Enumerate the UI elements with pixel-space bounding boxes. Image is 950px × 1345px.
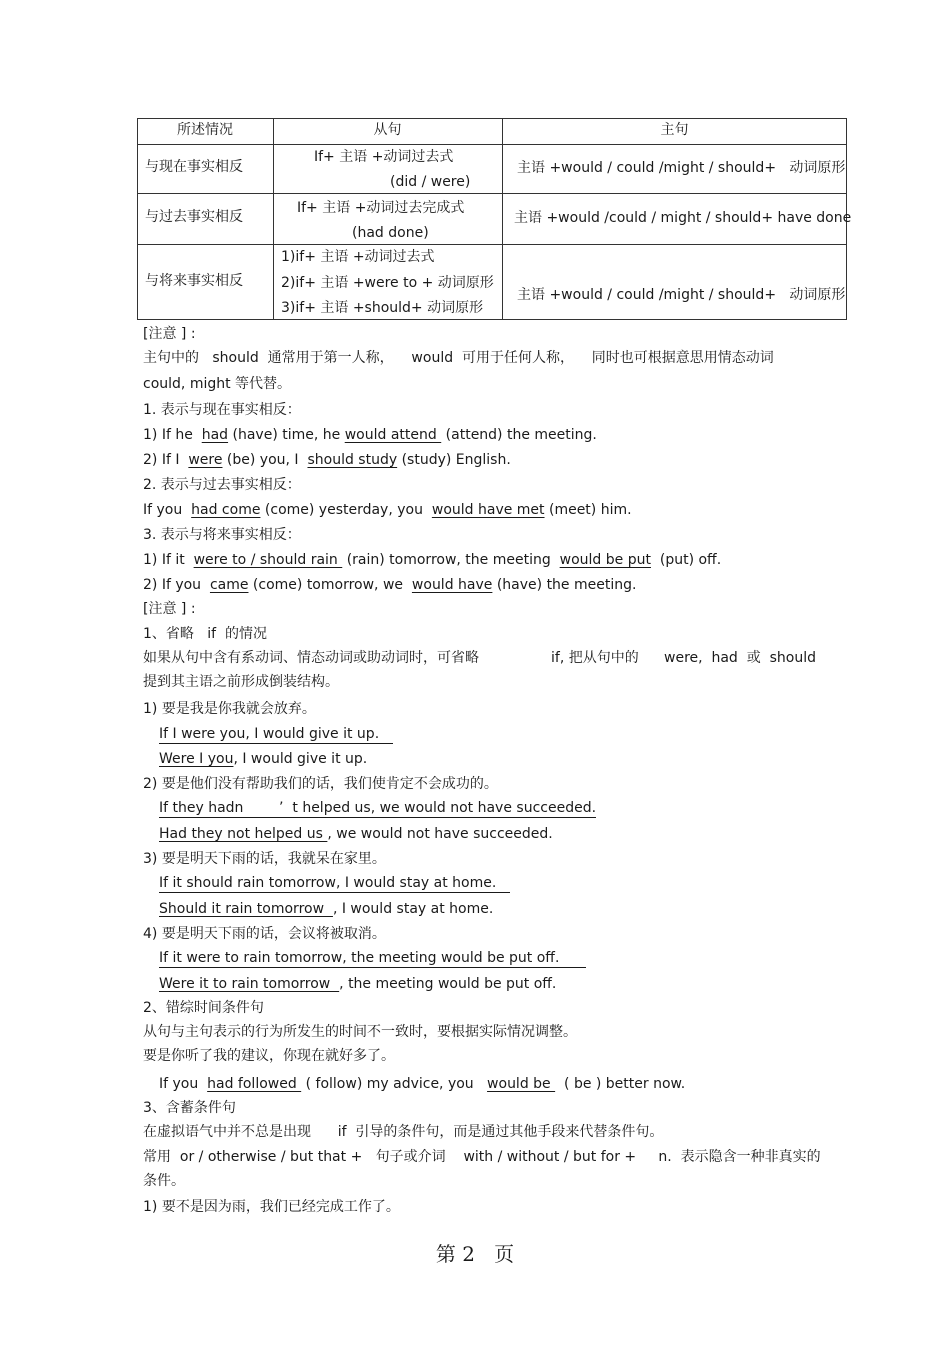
answer: would be put <box>559 552 651 568</box>
note-label: [注意 ] : <box>143 601 196 617</box>
note-text: could, might 等代替。 <box>143 376 292 392</box>
table-cell-clause: 1)if+ 主语 +动词过去式 <box>281 249 435 265</box>
example-sentence: 1) If it were to / should rain (rain) tomorrow, the meeting would be put (put) off. <box>143 552 722 568</box>
conditional-table <box>137 118 852 320</box>
example-sentence <box>159 801 596 818</box>
answer: If it should rain tomorrow, I would stay at home. <box>159 875 510 891</box>
example-chinese: 要是你听了我的建议，你现在就好多了。 <box>143 1048 395 1064</box>
answer: should study <box>307 452 398 468</box>
section-heading: 3. 表示与将来事实相反： <box>143 527 301 543</box>
answer: were to / should rain <box>193 552 343 568</box>
answer: had followed <box>207 1076 302 1092</box>
table-cell-clause: (had done) <box>352 225 429 241</box>
paragraph-text: 在虚拟语气中并不总是出现 if 引导的条件句，而是通过其他手段来代替条件句。 <box>143 1124 664 1140</box>
example-sentence: If you had come (come) yesterday, you would have met (meet) him. <box>143 502 632 518</box>
table-border <box>137 144 847 145</box>
example-sentence: 1) If he had (have) time, he would attend (attend) the meeting. <box>143 427 597 443</box>
example-sentence <box>159 727 393 744</box>
table-cell-situation: 与将来事实相反 <box>145 273 243 289</box>
table-header-clause: 从句 <box>373 122 402 138</box>
example-sentence <box>159 951 586 968</box>
paragraph-text: 提到其主语之前形成倒装结构。 <box>143 674 339 690</box>
example-sentence: If you had followed ( follow) my advice, you would be ( be ) better now. <box>159 1076 686 1092</box>
subsection-heading: 3、含蓄条件句 <box>143 1100 236 1116</box>
page-number: 第 2 页 <box>435 1242 515 1266</box>
example-sentence: Were I you, I would give it up. <box>159 751 368 767</box>
table-border <box>137 193 847 194</box>
paragraph-text: 条件。 <box>143 1173 185 1189</box>
table-cell-clause: If+ 主语 +动词过去完成式 <box>297 200 465 216</box>
answer: would be <box>487 1076 556 1092</box>
answer: Were I you <box>159 751 234 767</box>
answer: Should it rain tomorrow <box>159 901 333 917</box>
example-chinese: 2) 要是他们没有帮助我们的话，我们使肯定不会成功的。 <box>143 776 498 792</box>
answer: If I were you, I would give it up. <box>159 726 393 742</box>
table-border <box>137 319 847 320</box>
subsection-heading: 1、省略 if 的情况 <box>143 626 267 642</box>
paragraph-text: 常用 or / otherwise / but that + 句子或介词 with / without / but for + n. 表示隐含一种非真实的 <box>143 1149 821 1165</box>
table-cell-clause: (did / were) <box>390 174 471 190</box>
table-cell-situation: 与过去事实相反 <box>145 209 243 225</box>
paragraph-text: 从句与主句表示的行为所发生的时间不一致时，要根据实际情况调整。 <box>143 1024 577 1040</box>
note-text: 主句中的 should 通常用于第一人称， would 可用于任何人称， 同时也可根据意思用情态动词 <box>143 350 774 366</box>
table-cell-main: 主语 +would /could / might / should+ have done <box>514 210 852 226</box>
answer: Were it to rain tomorrow <box>159 976 340 992</box>
table-border <box>502 118 503 320</box>
section-heading: 2. 表示与过去事实相反： <box>143 477 301 493</box>
answer: would have <box>411 577 493 593</box>
example-sentence: Should it rain tomorrow , I would stay at home. <box>159 901 494 917</box>
example-sentence <box>159 876 510 893</box>
answer: had come <box>191 502 261 518</box>
section-heading: 1. 表示与现在事实相反： <box>143 402 301 418</box>
table-cell-clause: 2)if+ 主语 +were to + 动词原形 <box>281 275 494 291</box>
example-chinese: 1) 要是我是你我就会放弃。 <box>143 701 316 717</box>
answer: would have met <box>431 502 545 518</box>
example-sentence: Had they not helped us , we would not have succeeded. <box>159 826 553 842</box>
example-chinese: 3) 要是明天下雨的话，我就呆在家里。 <box>143 851 386 867</box>
table-border <box>137 118 138 320</box>
answer: had <box>201 427 229 443</box>
table-cell-clause: If+ 主语 +动词过去式 <box>314 149 454 165</box>
answer: If it were to rain tomorrow, the meeting would be put off. <box>159 950 587 966</box>
note-label: [注意 ] : <box>143 326 196 342</box>
answer: would attend <box>344 427 442 443</box>
table-border <box>137 118 847 119</box>
table-border <box>137 244 847 245</box>
answer: If they hadn ’ t helped us, we would not have succeeded. <box>159 800 597 816</box>
table-header-main: 主句 <box>660 122 689 138</box>
answer: were <box>188 452 223 468</box>
example-sentence: 2) If I were (be) you, I should study (study) English. <box>143 452 511 468</box>
paragraph-text: were, had 或 should <box>664 650 816 666</box>
example-sentence: Were it to rain tomorrow , the meeting would be put off. <box>159 976 557 992</box>
table-cell-clause: 3)if+ 主语 +should+ 动词原形 <box>281 300 484 316</box>
paragraph-text: 如果从句中含有系动词、情态动词或助动词时，可省略 <box>143 650 479 666</box>
answer: Had they not helped us <box>159 826 328 842</box>
answer: came <box>209 577 249 593</box>
example-chinese: 1) 要不是因为雨，我们已经完成工作了。 <box>143 1199 400 1215</box>
table-cell-main: 主语 +would / could /might / should+ 动词原形 <box>517 160 846 176</box>
table-cell-situation: 与现在事实相反 <box>145 159 243 175</box>
paragraph-text: if, 把从句中的 <box>551 650 639 666</box>
example-sentence: 2) If you came (come) tomorrow, we would have (have) the meeting. <box>143 577 637 593</box>
subsection-heading: 2、错综时间条件句 <box>143 1000 264 1016</box>
table-cell-main: 主语 +would / could /might / should+ 动词原形 <box>517 287 846 303</box>
table-header-situation: 所述情况 <box>177 122 233 138</box>
table-border <box>273 118 274 320</box>
example-chinese: 4) 要是明天下雨的话，会议将被取消。 <box>143 926 386 942</box>
